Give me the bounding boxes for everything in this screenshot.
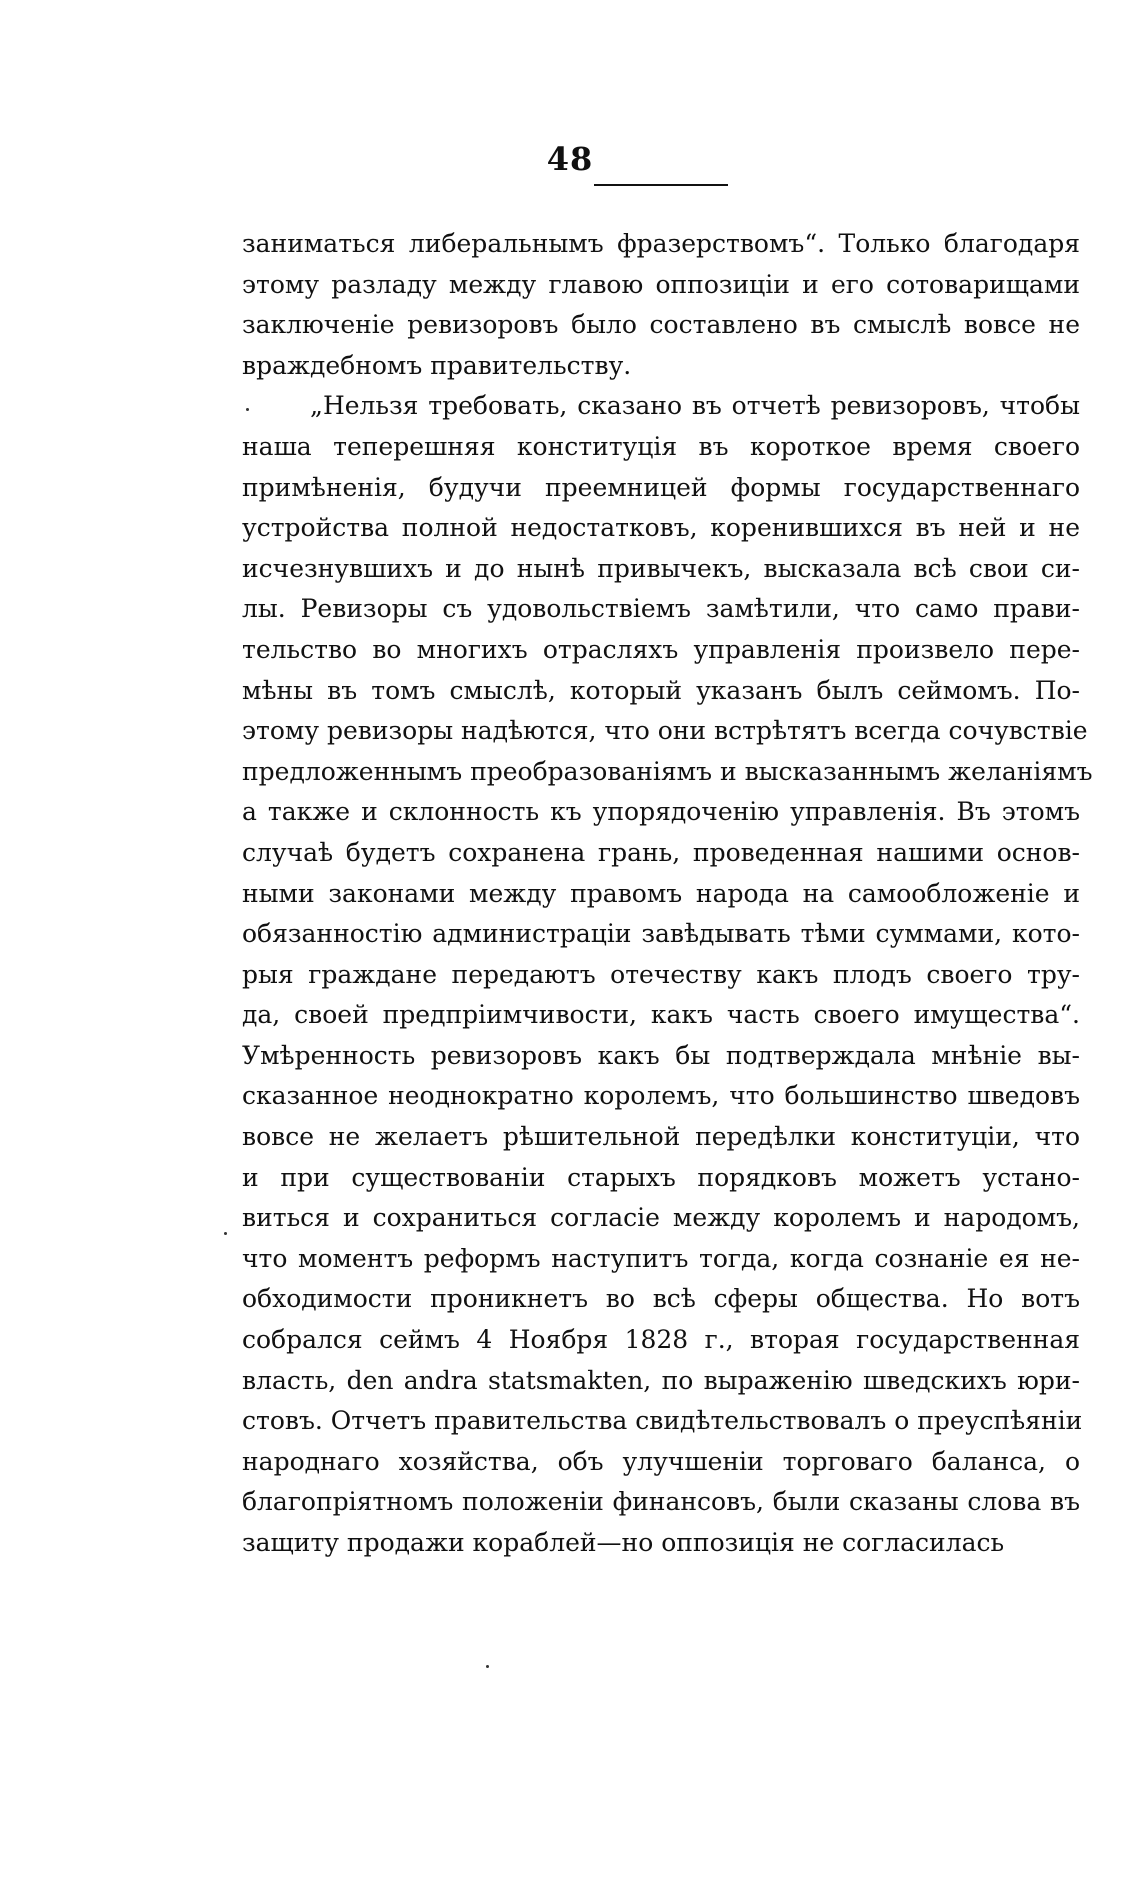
text-line: лы. Ревизоры съ удовольствіемъ замѣтили, что само прави- bbox=[242, 594, 1080, 624]
page-number: 48 bbox=[546, 140, 594, 178]
text-line: враждебномъ правительству. bbox=[242, 350, 632, 380]
scan-speck bbox=[224, 1232, 227, 1235]
text-line: вовсе не желаетъ рѣшительной передѣлки конституціи, что bbox=[242, 1122, 1080, 1152]
text-line: власть, den andra statsmakten, по выраженію шведскихъ юри- bbox=[242, 1365, 1080, 1395]
text-line: собрался сеймъ 4 Ноября 1828 г., вторая государственная bbox=[242, 1325, 1080, 1355]
text-line: стовъ. Отчетъ правительства свидѣтельствовалъ о преуспѣяніи bbox=[242, 1406, 1083, 1436]
text-line: и при существованіи старыхъ порядковъ можетъ устано- bbox=[242, 1162, 1080, 1192]
text-line: мѣны въ томъ смыслѣ, который указанъ былъ сеймомъ. По- bbox=[242, 675, 1080, 705]
text-line: защиту продажи кораблей—но оппозиція не согласилась bbox=[242, 1528, 1005, 1557]
text-line: „Нельзя требовать, сказано въ отчетѣ ревизоровъ, чтобы bbox=[310, 391, 1080, 421]
text-line: обязанностію администраціи завѣдывать тѣми суммами, кото- bbox=[242, 919, 1080, 949]
text-line: что моментъ реформъ наступитъ тогда, когда сознаніе ея не- bbox=[242, 1243, 1080, 1273]
text-line: устройства полной недостатковъ, коренившихся въ ней и не bbox=[242, 513, 1080, 543]
text-line: Умѣренность ревизоровъ какъ бы подтверждала мнѣніе вы- bbox=[242, 1040, 1080, 1070]
text-line: виться и сохраниться согласіе между королемъ и народомъ, bbox=[242, 1203, 1080, 1233]
text-line: сказанное неоднократно королемъ, что большинство шведовъ bbox=[242, 1081, 1080, 1111]
scan-speck bbox=[486, 1665, 489, 1668]
text-line: тельство во многихъ отрасляхъ управленія произвело пере- bbox=[242, 634, 1080, 664]
text-line: благопріятномъ положеніи финансовъ, были сказаны слова въ bbox=[242, 1487, 1080, 1517]
text-line: рыя граждане передаютъ отечеству какъ плодъ своего тру- bbox=[242, 959, 1080, 989]
text-line: заниматься либеральнымъ фразерствомъ“. Только благодаря bbox=[242, 229, 1080, 258]
text-line: предложеннымъ преобразованіямъ и высказаннымъ желаніямъ bbox=[242, 756, 1093, 786]
text-line: ными законами между правомъ народа на самообложеніе и bbox=[242, 878, 1080, 908]
body-text bbox=[242, 224, 1093, 1564]
text-line: обходимости проникнетъ во всѣ сферы общества. Но вотъ bbox=[242, 1284, 1080, 1314]
text-line: заключеніе ревизоровъ было составлено въ смыслѣ вовсе не bbox=[242, 310, 1080, 340]
header-rule bbox=[594, 184, 728, 186]
text-line: да, своей предпріимчивости, какъ часть своего имущества“. bbox=[242, 1000, 1080, 1030]
text-line: а также и склонность къ упорядоченію управленія. Въ этомъ bbox=[242, 797, 1080, 827]
scan-speck bbox=[246, 408, 249, 411]
text-line: народнаго хозяйства, объ улучшеніи торговаго баланса, о bbox=[242, 1446, 1080, 1476]
text-line: этому ревизоры надѣются, что они встрѣтятъ всегда сочувствіе bbox=[242, 716, 1088, 746]
text-line: примѣненія, будучи преемницей формы государственнаго bbox=[242, 472, 1080, 502]
text-line: исчезнувшихъ и до нынѣ привычекъ, высказала всѣ свои си- bbox=[242, 553, 1080, 583]
text-line: этому разладу между главою оппозиціи и его сотоварищами bbox=[242, 269, 1080, 299]
text-line: случаѣ будетъ сохранена грань, проведенная нашими основ- bbox=[242, 837, 1080, 867]
text-line: наша теперешняя конституція въ короткое время своего bbox=[242, 431, 1080, 461]
